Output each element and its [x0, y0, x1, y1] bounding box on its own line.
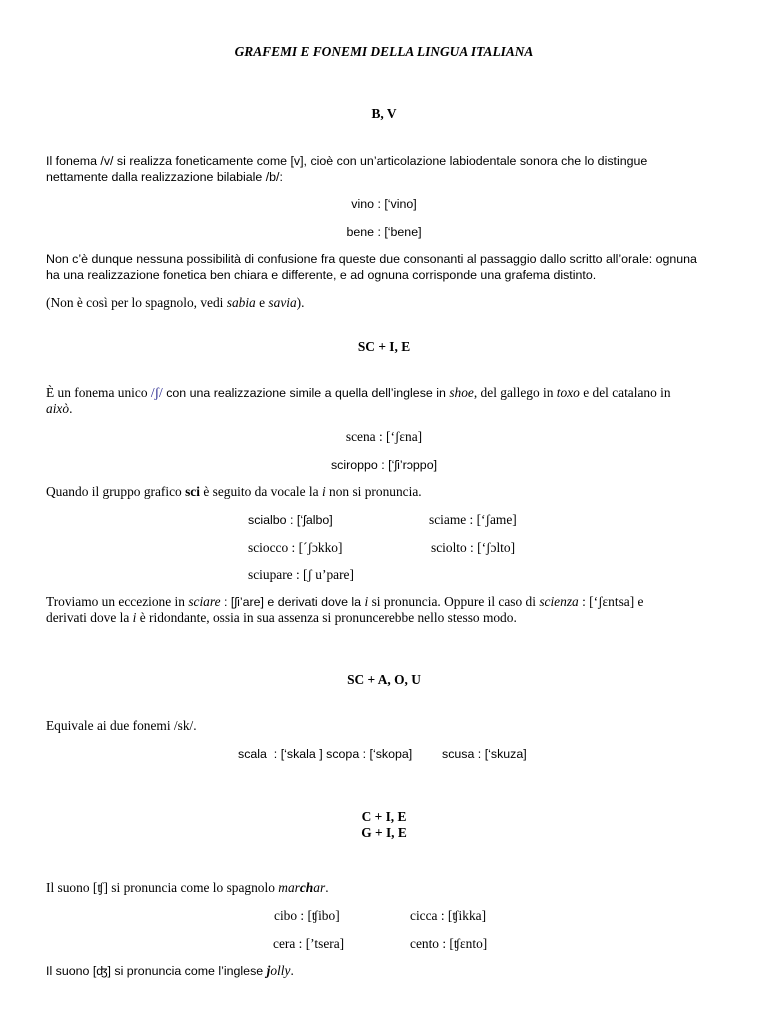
word-aixo: això [46, 401, 70, 416]
word-toxo: toxo [556, 385, 580, 400]
paragraph-g-sound [46, 963, 726, 979]
section-heading-b-v: B, V [371, 106, 397, 121]
word-march-part: ar [313, 880, 326, 895]
text-fragment: è seguito da vocale la [199, 484, 322, 499]
letter-i: i [132, 610, 137, 625]
ipa-symbol: /ʃ/ [150, 385, 163, 400]
text-fragment: ). [296, 295, 305, 310]
text-fragment: derivati dove la [46, 610, 133, 625]
text-fragment: : [‘ʃɛntsa] e [578, 594, 644, 609]
text-fragment: Il suono [ʤ] si pronuncia come l’inglese [46, 964, 267, 978]
text-fragment: È un fonema unico [46, 385, 151, 400]
example-scena: scena : [‘ʃɛna] [345, 429, 423, 444]
text-fragment: . [325, 880, 329, 895]
example-sciame: sciame : [‘ʃame] [429, 512, 517, 527]
document-title: GRAFEMI E FONEMI DELLA LINGUA ITALIANA [234, 44, 534, 59]
text-fragment: si pronuncia. Oppure il caso di [368, 594, 540, 609]
word-jolly-part: olly [270, 963, 291, 978]
example-cento: cento : [ʧɛnto] [410, 936, 488, 951]
text-fragment: è ridondante, ossia in sua assenza si pronuncerebbe nello stesso modo. [136, 610, 517, 625]
paragraph-b-v-confusion [46, 251, 726, 283]
example-cibo: cibo : [ʧibo] [274, 908, 340, 923]
word-savia: savia [268, 295, 297, 310]
text-fragment: non si pronuncia. [325, 484, 422, 499]
paragraph-sc-i-e-intro [46, 385, 726, 417]
example-sciroppo: sciroppo : [‘ʃi’rɔppo] [330, 458, 438, 472]
paragraph-c-sound [46, 880, 726, 896]
example-scusa: scusa : [‘skuza] [442, 747, 527, 761]
paragraph-sci-vowel [46, 484, 726, 500]
text-fragment: e del catalano in [579, 385, 671, 400]
example-cicca: cicca : [ʧikka] [410, 908, 487, 923]
word-march-part: mar [278, 880, 300, 895]
paragraph-exceptions [46, 594, 726, 626]
example-cera: cera : [’tsera] [273, 936, 345, 951]
paragraph-line: Il fonema /v/ si realizza foneticamente come [v], cioè con un’articolazione labiodentale sonora che lo distingue [46, 154, 648, 168]
word-march-ch: ch [299, 880, 314, 895]
text-fragment: (Non è così per lo spagnolo, vedi [46, 295, 227, 310]
section-heading-sc-a-o-u: SC + A, O, U [347, 672, 421, 687]
text-fragment: . [69, 401, 73, 416]
paragraph-sk: Equivale ai due fonemi /sk/. [46, 718, 197, 733]
text-fragment: : [ʃi’are] e derivati dove la [220, 595, 365, 609]
word-shoe: shoe [449, 385, 474, 400]
letter-i: i [364, 594, 369, 609]
example-scialbo: scialbo : [‘ʃalbo] [248, 513, 333, 527]
paragraph-line: Non c’è dunque nessuna possibilità di confusione fra queste due consonanti al passaggio dallo scritto all’orale: ognuna [46, 252, 697, 266]
text-fragment: . [290, 963, 294, 978]
word-sabia: sabia [226, 295, 256, 310]
section-heading-sc-i-e: SC + I, E [357, 339, 411, 354]
paragraph-line: ha una realizzazione fonetica ben chiara e differente, e ad ognuna corrisponde una grafema distinto. [46, 268, 597, 282]
word-jolly-j: j [266, 963, 271, 978]
letter-i: i [321, 484, 326, 499]
paragraph-spanish-note [46, 295, 726, 311]
example-scala-scopa: scala : [‘skala ] scopa : [‘skopa] [238, 747, 413, 761]
example-sciolto: sciolto : [‘ʃɔlto] [431, 540, 516, 555]
text-fragment: e [255, 295, 269, 310]
example-sciocco: sciocco : [´ʃɔkko] [248, 540, 343, 555]
example-bene: bene : [‘bene] [346, 225, 422, 239]
bold-sci: sci [185, 484, 200, 499]
example-sciupare: sciupare : [ʃ u’pare] [248, 567, 354, 582]
paragraph-line: nettamente dalla realizzazione bilabiale /b/: [46, 170, 283, 184]
text-fragment: con una realizzazione simile a quella dell’inglese in [162, 386, 450, 400]
text-fragment: Troviamo un eccezione in [46, 594, 189, 609]
section-heading-c-i-e: C + I, E [361, 809, 407, 824]
word-scienza: scienza [539, 594, 579, 609]
section-heading-g-i-e: G + I, E [361, 825, 407, 840]
text-fragment: , del gallego in [473, 385, 557, 400]
word-sciare: sciare [188, 594, 221, 609]
paragraph-b-v-intro [46, 153, 726, 185]
text-fragment: Il suono [ʧ] si pronuncia come lo spagnolo [46, 880, 279, 895]
example-vino: vino : [‘vino] [351, 197, 417, 211]
text-fragment: Quando il gruppo grafico [46, 484, 186, 499]
